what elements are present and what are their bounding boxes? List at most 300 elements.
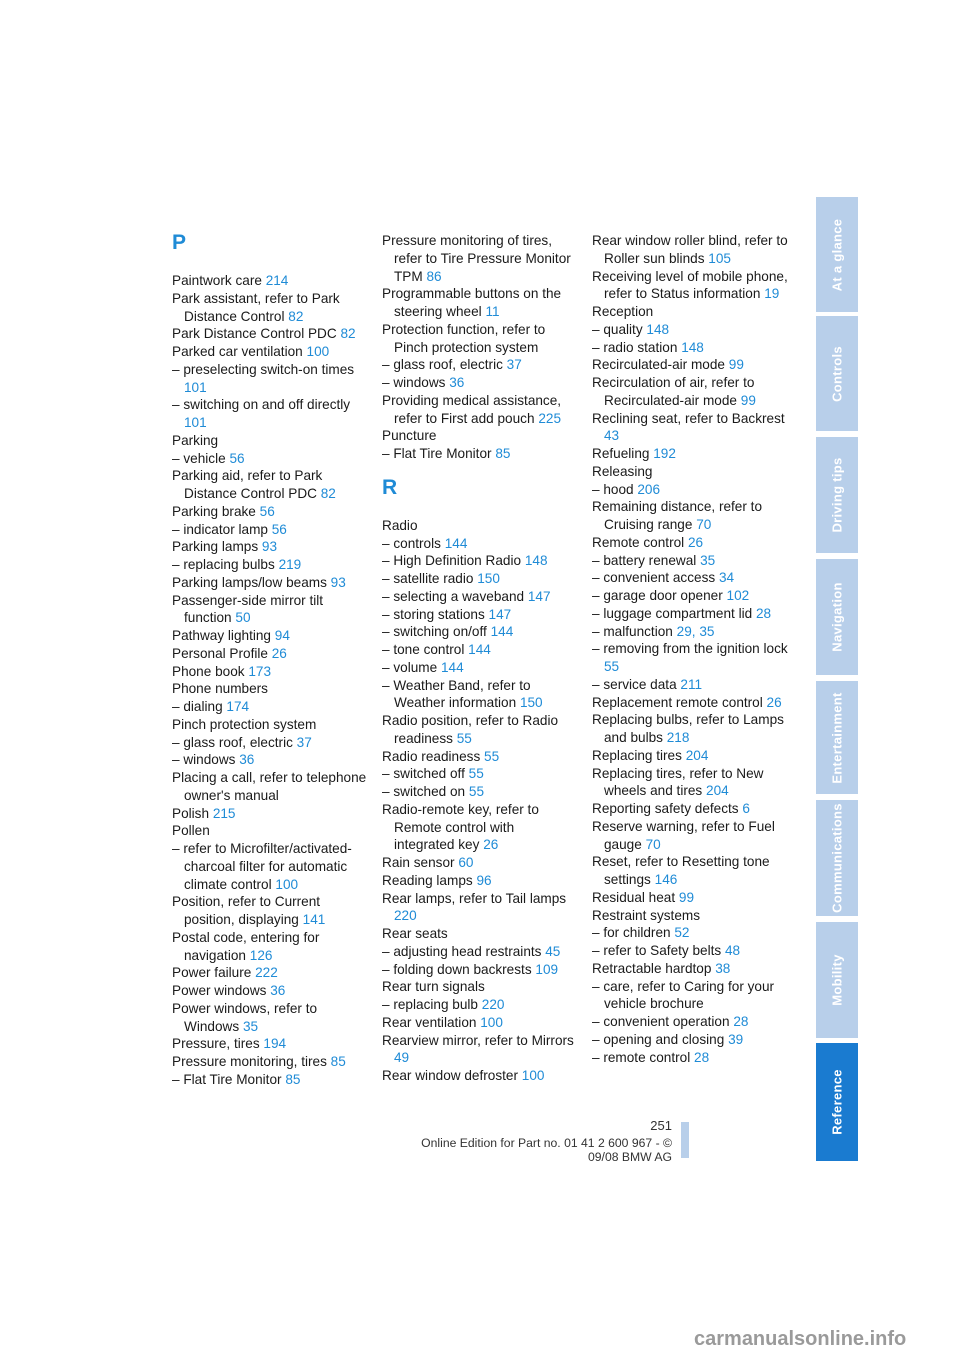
index-entry: [172, 1000, 368, 1036]
index-entry: [592, 676, 788, 694]
index-entry-text: Pressure monitoring of tires, refer to Tire Pressure Monitor TPM: [382, 233, 571, 284]
index-entry: [172, 1071, 368, 1089]
index-entry: [592, 232, 788, 268]
index-entry-text: – radio station: [592, 339, 678, 355]
index-entry-text: – controls: [382, 535, 441, 551]
page-link[interactable]: 85: [495, 446, 511, 461]
page-link[interactable]: 204: [706, 783, 729, 799]
index-entry-text: Receiving level of mobile phone, refer to Status information: [592, 268, 788, 302]
page-link[interactable]: 93: [261, 539, 278, 555]
page-link[interactable]: 102: [726, 588, 750, 603]
index-entry: [172, 503, 368, 521]
index-entry-text: Rear ventilation: [382, 1014, 477, 1030]
index-entry: [382, 374, 578, 392]
index-entry-text: – dialing: [172, 699, 223, 714]
index-entry: [382, 748, 578, 766]
index-entry-text: Protection function, refer to Pinch protection system: [382, 321, 546, 355]
index-entry-text: Puncture: [382, 428, 437, 444]
index-entry: [172, 361, 368, 397]
index-entry-text: – folding down backrests: [382, 961, 532, 977]
page-link[interactable]: 37: [506, 357, 522, 373]
index-entry: [592, 339, 788, 357]
page-link[interactable]: 36: [449, 375, 465, 390]
page-marker-bar: [681, 1122, 689, 1158]
index-entry-text: Power failure: [172, 965, 252, 981]
index-entry-text: Releasing: [592, 463, 653, 479]
page-link[interactable]: 220: [394, 908, 417, 924]
page-link[interactable]: 148: [524, 553, 548, 569]
index-entry-text: – removing from the ignition lock: [592, 641, 788, 657]
index-entry: [382, 783, 578, 801]
page-link[interactable]: 52: [674, 925, 690, 941]
index-entry-text: Pressure monitoring, tires: [172, 1054, 327, 1069]
index-entry-text: Personal Profile: [172, 645, 268, 661]
index-entry: [382, 1032, 578, 1068]
index-entry: [382, 232, 578, 285]
index-entry: [172, 734, 368, 752]
index-entry-text: Paintwork care: [172, 273, 262, 288]
page-link[interactable]: 26: [483, 837, 499, 853]
page-link[interactable]: 60: [458, 855, 474, 870]
page-link[interactable]: 96: [476, 872, 492, 888]
index-entry-text: Parking: [172, 432, 219, 448]
index-list: [382, 232, 578, 463]
index-entry: [592, 1049, 788, 1067]
index-entry: [382, 872, 578, 890]
page-link[interactable]: 174: [226, 699, 250, 714]
index-column-1: [172, 232, 368, 1089]
tab-label: Mobility: [829, 954, 845, 1006]
index-entry: [592, 1031, 788, 1049]
page-link[interactable]: 225: [538, 410, 562, 426]
page-link[interactable]: 148: [681, 339, 704, 355]
section-tabs: [816, 197, 858, 1161]
index-entry: [382, 552, 578, 570]
page-link[interactable]: 26: [766, 694, 782, 710]
index-entry-text: Passenger-side mirror tilt function: [172, 592, 324, 626]
page-link[interactable]: 173: [248, 663, 272, 679]
page-link[interactable]: 6: [742, 801, 750, 816]
page-link[interactable]: 204: [685, 747, 709, 763]
index-entry: [382, 517, 578, 535]
index-entry-text: Pressure, tires: [172, 1036, 260, 1052]
index-entry: [172, 645, 368, 663]
index-entry: [592, 818, 788, 854]
index-entry-text: – switching on and off directly: [172, 397, 351, 413]
index-entry: [592, 889, 788, 907]
page-link[interactable]: 55: [484, 748, 500, 764]
page-link[interactable]: 100: [521, 1068, 545, 1083]
index-entry-text: Reserve warning, refer to Fuel gauge: [592, 818, 775, 852]
index-entry-text: Remaining distance, refer to Cruising range: [592, 499, 763, 532]
index-entry-text: Recirculation of air, refer to Recirculated-air mode: [592, 375, 755, 408]
index-entry: [172, 272, 368, 290]
page-link[interactable]: 215: [212, 805, 236, 821]
index-entry-text: – tone control: [382, 642, 465, 657]
index-entry-text: – vehicle: [172, 450, 226, 466]
page-link[interactable]: 56: [229, 450, 245, 466]
page-link[interactable]: 211: [680, 676, 703, 692]
page-link[interactable]: 101: [184, 415, 207, 430]
tab-controls[interactable]: [816, 316, 858, 431]
tab-at-a-glance[interactable]: [816, 197, 858, 312]
index-entry: [592, 303, 788, 321]
index-entry: [172, 432, 368, 450]
index-entry: [592, 747, 788, 765]
tab-label: Communications: [829, 803, 845, 913]
index-entry-text: Providing medical assistance, refer to First add pouch: [382, 392, 562, 426]
index-entry: [172, 929, 368, 965]
index-entry-text: Parked car ventilation: [172, 344, 303, 359]
index-entry: [382, 978, 578, 996]
page-number: 251: [650, 1118, 672, 1133]
index-entry: [592, 853, 788, 889]
index-entry: [592, 356, 788, 374]
index-entry: [172, 467, 368, 503]
index-entry: [382, 588, 578, 606]
index-entry-text: Reading lamps: [382, 872, 473, 888]
index-entry: [592, 694, 788, 712]
page-link[interactable]: 126: [249, 947, 273, 963]
index-entry-text: – switching on/off: [382, 624, 487, 640]
index-entry: [592, 569, 788, 587]
index-entry-text: – glass roof, electric: [382, 357, 503, 373]
index-entry: [592, 800, 788, 818]
index-entry-text: – selecting a waveband: [382, 588, 525, 604]
index-entry-text: – luggage compartment lid: [592, 605, 753, 621]
index-entry: [172, 663, 368, 681]
index-entry-text: Postal code, entering for navigation: [172, 929, 320, 963]
tab-entertainment[interactable]: [816, 681, 858, 794]
index-entry: [172, 396, 368, 432]
index-entry-text: Replacing bulbs, refer to Lamps and bulbs: [592, 712, 784, 745]
index-entry: [172, 592, 368, 628]
tab-label: Driving tips: [829, 457, 845, 533]
index-entry: [382, 570, 578, 588]
index-entry: [382, 677, 578, 713]
index-entry-text: Reclining seat, refer to Backrest: [592, 410, 785, 426]
page-link[interactable]: 34: [718, 570, 735, 586]
index-entry: – malfunction 29, 35: [592, 623, 715, 639]
index-list: [592, 232, 788, 1066]
index-entry-text: Rain sensor: [382, 855, 455, 870]
page-link[interactable]: 218: [666, 730, 690, 745]
index-entry: [172, 325, 368, 343]
index-entry-text: Polish: [172, 805, 210, 821]
page-link[interactable]: 26: [271, 645, 287, 661]
tab-navigation[interactable]: [816, 559, 858, 675]
page-link[interactable]: 222: [255, 965, 278, 981]
index-entry: [382, 712, 578, 748]
page-link[interactable]: 147: [488, 606, 512, 622]
section-letter-r: R: [382, 475, 398, 499]
index-entry: [592, 924, 788, 942]
index-entry: [382, 285, 578, 321]
page-link[interactable]: 28: [733, 1014, 749, 1029]
index-entry-text: – service data: [592, 676, 677, 692]
page-link[interactable]: 206: [637, 481, 661, 497]
index-entry: [592, 552, 788, 570]
index-entry: [172, 680, 368, 698]
index-entry-text: Reset, refer to Resetting tone settings: [592, 854, 770, 887]
index-entry: [382, 623, 578, 641]
index-entry-text: – switched on: [382, 784, 466, 799]
index-entry: [382, 641, 578, 659]
page-link[interactable]: 49: [394, 1050, 410, 1066]
page-link[interactable]: 144: [468, 642, 491, 657]
index-entry: [172, 574, 368, 592]
index-entry-text: Replacing tires, refer to New wheels and tires: [592, 765, 764, 799]
page-link[interactable]: 48: [725, 943, 741, 958]
index-entry: [172, 893, 368, 929]
page-link[interactable]: 192: [653, 446, 676, 461]
index-entry-text: Reception: [592, 304, 654, 319]
page-link[interactable]: 28: [755, 605, 772, 621]
index-entry-text: – refer to Microfilter/activated-charcoal filter for automatic climate control: [172, 841, 352, 892]
tab-reference[interactable]: [816, 1043, 858, 1161]
index-entry: [172, 716, 368, 734]
index-entry-text: Position, refer to Current position, displaying: [172, 894, 321, 927]
index-entry-text: – opening and closing: [592, 1031, 725, 1047]
index-entry-text: – storing stations: [382, 606, 485, 622]
index-entry-text: Rear turn signals: [382, 979, 485, 995]
index-entry-text: Rear seats: [382, 926, 448, 941]
section-letter-p: P: [172, 231, 187, 254]
index-entry: [172, 343, 368, 361]
index-entry-text: – adjusting head restraints: [382, 943, 542, 959]
page-link[interactable]: 45: [545, 943, 561, 959]
index-entry-text: – windows: [382, 375, 446, 390]
index-entry: [592, 907, 788, 925]
index-entry: [382, 890, 578, 926]
index-entry: [172, 840, 368, 893]
page-link[interactable]: 37: [296, 734, 312, 750]
page-link[interactable]: 55: [468, 766, 484, 782]
index-entry-text: – High Definition Radio: [382, 553, 522, 569]
index-entry: [592, 321, 788, 339]
index-entry-text: Phone numbers: [172, 681, 268, 697]
page-link[interactable]: 141: [302, 912, 326, 927]
index-entry-text: – quality: [592, 321, 643, 337]
page-link[interactable]: 35: [242, 1018, 259, 1034]
index-entry: [382, 606, 578, 624]
page-link[interactable]: 55: [604, 659, 620, 674]
index-entry-text: – remote control: [592, 1049, 691, 1065]
tab-mobility[interactable]: [816, 922, 858, 1038]
index-entry: [382, 445, 578, 463]
page-link[interactable]: 70: [645, 836, 661, 852]
index-entry-text: Rear window roller blind, refer to Roller sun blinds: [592, 233, 788, 266]
index-entry: [172, 521, 368, 539]
index-entry: [382, 996, 578, 1014]
index-entry: [382, 321, 578, 357]
tab-label: Reference: [829, 1069, 845, 1135]
tab-driving-tips[interactable]: [816, 437, 858, 553]
page-link[interactable]: 26: [687, 534, 704, 550]
index-entry-text: Pinch protection system: [172, 716, 317, 732]
page-link[interactable]: 101: [184, 379, 207, 395]
page-link[interactable]: 109: [535, 961, 559, 977]
index-entry: [382, 925, 578, 943]
page-link[interactable]: 147: [527, 588, 551, 604]
page-link[interactable]: 100: [275, 876, 299, 892]
index-entry: [172, 769, 368, 805]
index-entry-text: – Flat Tire Monitor: [172, 1071, 282, 1087]
page-link[interactable]: 85: [285, 1071, 301, 1087]
page-link[interactable]: 146: [654, 872, 678, 887]
index-entry: [382, 659, 578, 677]
index-entry: [592, 711, 788, 747]
index-entry-text: Retractable hardtop: [592, 960, 712, 976]
page-link[interactable]: 36: [239, 752, 255, 768]
page-link[interactable]: 55: [468, 784, 485, 799]
page-link[interactable]: 56: [271, 521, 287, 537]
page-link[interactable]: 94: [274, 628, 290, 643]
page-link[interactable]: 36: [270, 983, 286, 998]
index-entry-text: – replacing bulbs: [172, 557, 275, 572]
index-entry: [592, 534, 788, 552]
page-link[interactable]: 99: [728, 357, 744, 373]
index-entry: [382, 356, 578, 374]
index-entry: [592, 640, 788, 676]
tab-label: At a glance: [829, 218, 845, 291]
index-entry: [382, 961, 578, 979]
index-column-3: [592, 232, 788, 1066]
page-link[interactable]: 43: [604, 428, 620, 444]
page-link[interactable]: 35: [700, 552, 716, 568]
index-entry: [382, 1014, 578, 1032]
page-link[interactable]: 214: [265, 273, 289, 288]
index-list: [172, 272, 368, 1089]
index-entry-text: – Weather Band, refer to Weather information: [382, 677, 531, 711]
tab-communications[interactable]: [816, 800, 858, 916]
index-entry-text: Replacing tires: [592, 747, 682, 763]
page-link[interactable]: 50: [235, 610, 251, 626]
index-entry-text: – hood: [592, 481, 634, 497]
index-entry: [592, 960, 788, 978]
index-entry: [592, 463, 788, 481]
page-link[interactable]: 82: [320, 486, 336, 501]
index-entry-text: – windows: [172, 752, 236, 768]
index-entry: [592, 978, 788, 1014]
index-entry: [592, 481, 788, 499]
page-link[interactable]: 100: [480, 1014, 503, 1030]
index-entry-text: – indicator lamp: [172, 521, 268, 537]
index-entry-text: Power windows: [172, 983, 267, 998]
index-entry-text: – malfunction: [592, 623, 673, 639]
index-entry: [172, 538, 368, 556]
index-entry: [382, 392, 578, 428]
index-entry-text: Rear lamps, refer to Tail lamps: [382, 890, 567, 906]
index-entry: [592, 498, 788, 534]
index-entry-text: – switched off: [382, 766, 465, 782]
index-list: [382, 517, 578, 1085]
index-entry-text: Radio position, refer to Radio readiness: [382, 713, 559, 746]
index-entry-text: Phone book: [172, 663, 245, 679]
index-entry-text: – convenient access: [592, 570, 716, 586]
index-entry: [592, 1013, 788, 1031]
page-link[interactable]: 19: [764, 286, 780, 302]
index-entry: [172, 1035, 368, 1053]
index-entry-text: Placing a call, refer to telephone owner's manual: [172, 770, 367, 803]
index-entry: [382, 854, 578, 872]
index-entry: [382, 943, 578, 961]
index-entry: [592, 942, 788, 960]
page-link[interactable]: 35: [699, 623, 715, 639]
index-entry-text: – refer to Safety belts: [592, 943, 722, 958]
page-link[interactable]: 144: [444, 535, 468, 551]
page-link[interactable]: 85: [330, 1054, 346, 1069]
index-entry: [172, 751, 368, 769]
page-link[interactable]: 38: [715, 960, 731, 976]
index-entry-text: Refueling: [592, 446, 650, 461]
index-column-2: [382, 232, 578, 1085]
index-entry: [592, 374, 788, 410]
index-entry-text: Radio readiness: [382, 748, 481, 764]
page-link[interactable]: 28: [694, 1049, 710, 1065]
index-entry-text: Residual heat: [592, 889, 676, 905]
index-entry: [172, 1053, 368, 1071]
page-link[interactable]: 55: [456, 730, 472, 746]
index-entry-text: Programmable buttons on the steering wheel: [382, 286, 562, 319]
page-link[interactable]: 194: [263, 1036, 287, 1052]
footer-edition: Online Edition for Part no. 01 41 2 600 967 - © 09/08 BMW AG: [421, 1136, 672, 1164]
page-link[interactable]: 99: [678, 889, 695, 905]
page-link[interactable]: 82: [340, 326, 356, 342]
page-link[interactable]: 148: [646, 321, 670, 337]
index-entry: [592, 410, 788, 446]
index-entry-text: Replacement remote control: [592, 694, 763, 710]
page-link[interactable]: 150: [477, 571, 500, 586]
index-entry-text: Parking lamps: [172, 539, 259, 555]
page-link[interactable]: 100: [306, 344, 330, 359]
index-entry-text: Power windows, refer to Windows: [172, 1000, 318, 1034]
watermark: carmanualsonline.info: [694, 1328, 907, 1350]
index-entry-text: – convenient operation: [592, 1014, 730, 1029]
page-link[interactable]: 82: [288, 308, 304, 324]
index-entry-text: – preselecting switch-on times: [172, 361, 355, 377]
page-link[interactable]: 144: [490, 624, 514, 640]
index-entry: [592, 445, 788, 463]
page-link[interactable]: 144: [440, 659, 464, 675]
page-link[interactable]: 86: [426, 268, 442, 284]
index-entry-text: – volume: [382, 659, 438, 675]
index-entry-text: Park Distance Control PDC: [172, 326, 337, 342]
page-link[interactable]: 11: [485, 304, 500, 319]
page-link[interactable]: 56: [259, 503, 275, 519]
index-entry: [382, 427, 578, 445]
page-link[interactable]: 29: [676, 623, 692, 639]
index-entry-text: Restraint systems: [592, 907, 701, 923]
index-entry: [592, 765, 788, 801]
page-link[interactable]: 150: [519, 695, 543, 711]
index-entry: [172, 822, 368, 840]
index-entry-text: – battery renewal: [592, 552, 697, 568]
page-link[interactable]: 105: [708, 250, 731, 266]
page-link[interactable]: 93: [330, 574, 346, 590]
index-entry-text: – glass roof, electric: [172, 734, 293, 750]
page-link[interactable]: 99: [740, 392, 756, 408]
index-entry-text: Park assistant, refer to Park Distance Control: [172, 290, 340, 324]
page-link[interactable]: 39: [728, 1031, 744, 1047]
index-entry-text: – care, refer to Caring for your vehicle brochure: [592, 978, 775, 1012]
page-link[interactable]: 219: [278, 557, 302, 572]
page-link[interactable]: 70: [696, 517, 712, 532]
index-entry-text: Reporting safety defects: [592, 801, 739, 816]
index-entry: [382, 535, 578, 553]
index-entry-text: Remote control: [592, 534, 685, 550]
page-link[interactable]: 220: [481, 997, 505, 1012]
